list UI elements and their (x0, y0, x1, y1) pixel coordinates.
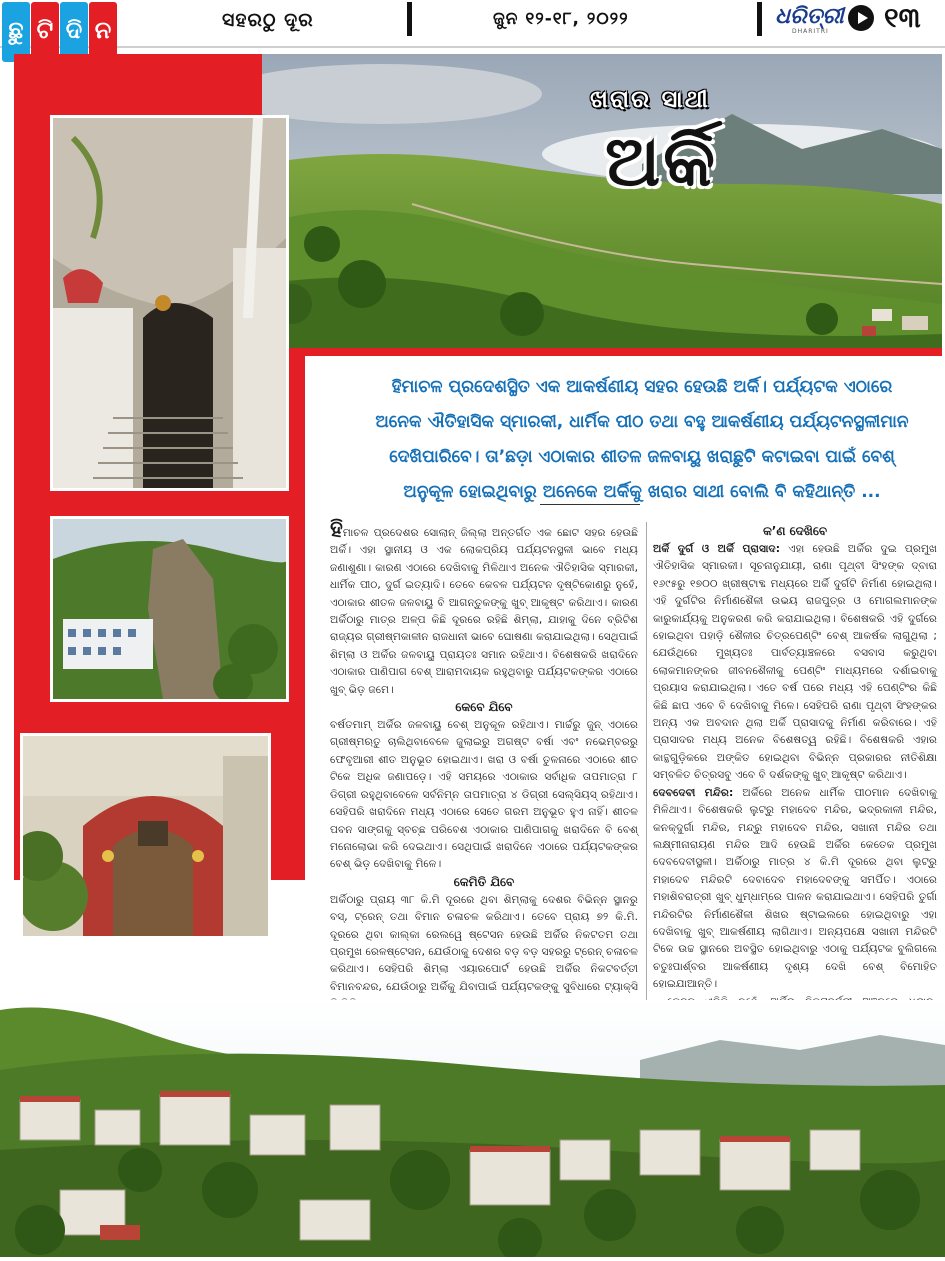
intro-rule (540, 504, 640, 505)
play-icon (848, 5, 874, 31)
paragraph-text: ଅର୍କିରେ ଅନେକ ଧାର୍ମିକ ପୀଠମାନ ଦେଖିବାକୁ ମିଳିଥାଏ। ବିଶେଷକରି ଲୁଟ୍ରୁ ମହାଦେବ ମନ୍ଦିର, ଭଦ୍ରକାଳୀ ମନ୍ଦିର, କନକ୍ଦୁର୍ଗା ମନ୍ଦିର, ମନ୍ଦ୍ରୁ ମହାଦେବ ମନ୍ଦିର, ସଖାନୀ ମନ୍ଦିର ତଥା ଲକ୍ଷ୍ମୀନାରାୟଣ ମନ୍ଦିର ଆଦି ହେଉଛି ଅର୍କିର କେତେକ ପ୍ରମୁଖ ଦେବଦେବୀସ୍ଥଳୀ। ଅର୍କିଠାରୁ ମାତ୍ର ୪ କି.ମି ଦୂରରେ ଥିବା ଲୁଟ୍ରୁ ମହାଦେବ ମନ୍ଦିରଟି ଦେବାଦେବ ମହାଦେବଙ୍କୁ ସମର୍ପିତ। ଏଠାରେ ମହାଶିବରାତ୍ରୀ ଖୁବ୍ ଧୁମ୍ଧାମ୍‌ରେ ପାଳନ କରାଯାଇଥାଏ। ସେହିପରି ତୁର୍ଗା ମନ୍ଦିରଟିର ନିର୍ମାଣଶୈଳୀ ଶିଖର ଷ୍ଟାଇଲରେ ହୋଇଥିବାରୁ ଏହା ଦେଖିବାକୁ ଖୁବ୍ ଆକର୍ଷଣୀୟ ଲାଗିଥାଏ। ଅନ୍ୟପକ୍ଷେ ସଖାନୀ ମନ୍ଦିରଟି ଟିକେ ଉଚ୍ଚ ସ୍ଥାନରେ ଅବସ୍ଥିତ ହୋଇଥିବାରୁ ଏଠାକୁ ପର୍ଯ୍ୟଟକ ବୁଲିଗଲେ ଚତୁଃପାର୍ଶ୍ବର ଆକର୍ଷଣୀୟ ଦୃଶ୍ୟ ଦେଖି ବେଶ୍ ବିମୋହିତ ହୋଇଯାଆନ୍ତି। (653, 785, 937, 991)
page-header (0, 0, 945, 48)
heading-when-to-go: କେବେ ଯିବେ (455, 700, 513, 715)
paragraph-when: ବର୍ଷତମାମ୍ ଅର୍କିର ଜଳବାୟୁ ବେଶ୍ ଅନୁକୂଳ ରହିଥାଏ। ମାର୍ଚ୍ଚରୁ ଜୁନ୍ ଏଠାରେ ଗ୍ରୀଷ୍ମଋତୁ ଚାଲିଥିବାବେଳେ ଜୁଲାଇରୁ ଅଗଷ୍ଟ ବର୍ଷା ଏବଂ ନଭେମ୍ବରରୁ ଫେବୃଆରୀ ଶୀତ ଅନୁଭୂତ ହୋଇଥାଏ। ଖରା ଓ ବର୍ଷା ତୁଳନାରେ ଏଠାରେ ଶୀତ ଟିକେ ଅଧିକ ଜଣାପଡ଼େ। ଏହି ସମୟରେ ଏଠାକାର ସର୍ବାଧିକ ତାପମାତ୍ରା ୮ ଡିଗ୍ରୀ ରହୁଥିବାବେଳେ ସର୍ବନିମ୍ନ ତାପମାତ୍ରା ୪ ଡିଗ୍ରୀ ସେଲ୍ସିୟସ୍ ରହିଥାଏ। ସେହିପରି ଖରାଦିନେ ମଧ୍ୟ ଏଠାରେ ସେତେ ଗରମ ଅନୁଭୂତ ହୁଏ ନାହିଁ। ଶୀତଳ ପବନ ସାଙ୍ଗକୁ ସ୍ବଚ୍ଛ ପରିବେଶ ଏଠାକାର ପାଣିପାଗକୁ ଖରାଦିନେ ବି ବେଶ୍ ମନୋଲୋଭା କରି ଦେଇଥାଏ। ସେଥିପାଇଁ ଖରାଦିନେ ଏଠାରେ ପର୍ଯ୍ୟଟକଙ୍କର ବେଶ୍ ଭିଡ଼ ଦେଖିବାକୁ ମିଳେ। (330, 718, 638, 871)
paragraph-text: ମାଚଳ ପ୍ରଦେଶର ସୋଲାନ୍ ଜିଲ୍ଲା ଅନ୍ତର୍ଗତ ଏକ ଛୋଟ ସହର ହେଉଛି ଅର୍କି। ଏହା ସ୍ଥାନୀୟ ଓ ଏକ ଲୋକପ୍ରିୟ ପର୍ଯ୍ୟଟନସ୍ଥଳୀ ଭାବେ ମଧ୍ୟ ଜଣାଶୁଣା। କାରଣ ଏଠାରେ ଦେଖିବାକୁ ମିଳିଥାଏ ଅନେକ ଐତିହାସିକ ସ୍ମାରକୀ, ଧାର୍ମିକ ପୀଠ, ଦୁର୍ଗ ଇତ୍ୟାଦି। ତେବେ କେବଳ ପର୍ଯ୍ୟଟନ ଦୃଷ୍ଟିକୋଣରୁ ନୁହେଁ, ଏଠାକାର ଶୀତଳ ଜଳବାୟୁ ବି ଆଗନ୍ତୁକଙ୍କୁ ଖୁବ୍ ଆକୃଷ୍ଟ କରିଥାଏ। କାରଣ ଅର୍କିଠାରୁ ମାତ୍ର ଅଳ୍ପ କିଛି ଦୂରରେ ରହିଛି ଶିମ୍ଲା, ଯାହାକୁ ଦିନେ ବ୍ରିଟିଶ ରାଜ୍ୟର ଗ୍ରୀଷ୍ମକାଳୀନ ରାଜଧାନୀ ଭାବେ ଘୋଷଣା କରାଯାଇଥିଲା। ସେଥିପାଇଁ ଶିମ୍ଲା ଓ ଅର୍କିର ଜଳବାୟୁ ପ୍ରାୟତଃ ସମାନ ରହିଥାଏ। ବିଶେଷକରି ଖରାଦିନେ ଏଠାକାର ପାଣିପାଗ ବେଶ୍ ଆରାମଦାୟକ ରହୁଥିବାରୁ ପର୍ଯ୍ୟଟକଙ୍କର ଏଠାରେ ଖୁବ୍ ଭିଡ଼ ଜମେ। (330, 526, 638, 696)
logo-letter: ଟି (31, 2, 59, 62)
subheading-temples: ଦେବଦେବୀ ମନ୍ଦିର: (653, 785, 734, 799)
header-divider (407, 2, 412, 36)
article-title: ଅର୍କି (605, 120, 718, 202)
paragraph-text: ଏହା ହେଉଛି ଅର୍କିର ଦୁଇ ପ୍ରମୁଖ ଐତିହାସିକ ସ୍ମାରକୀ। ସୂଚନାନୁଯାୟୀ, ରାଣା ପୃଥ୍ବୀ ସିଂହଙ୍କ ଦ୍ବାରା ୧୬୯୫ରୁ ୧୭୦୦ ଖ୍ରୀଷ୍ଟାବ୍ଦ ମଧ୍ୟରେ ଅର୍କି ଦୁର୍ଗଟି ନିର୍ମାଣ ହୋଇଥିଲା। ଏହି ଦୁର୍ଗଟିର ନିର୍ମାଣଶୈଳୀ ଉଭୟ ରାଜପୁତ୍ର ଓ ମୋଗଲମାନଙ୍କ କାରୁକାର୍ଯ୍ୟକୁ ଅନୁକରଣ କରି କରାଯାଇଥିଲା। ବିଶେଷକରି ଏହି ଦୁର୍ଗରେ ହୋଇଥିବା ପହାଡ଼ି ଶୈଳୀର ଚିତ୍ରପେଣ୍ଟିଂ ବେଶ୍ ଆକର୍ଷକ ଲାଗୁଥିଲା ; ଯେଉଁଥିରେ ମୁଖ୍ୟତଃ ପାର୍ବତ୍ୟାଞ୍ଚଳରେ ବସବାସ କରୁଥିବା ଲୋକମାନଙ୍କର ଜୀବନଶୈଳୀକୁ ପେଣ୍ଟିଂ ମାଧ୍ୟମରେ ଦର୍ଶାଇବାକୁ ପ୍ରୟାସ କରାଯାଇଥିଲା। ଏତେ ବର୍ଷ ପରେ ମଧ୍ୟ ଏହି ପେଣ୍ଟିଂର କିଛି କିଛି ଛାପ ଏବେ ବି ଦେଖିବାକୁ ମିଳେ। ସେହିପରି ରାଣା ପୃଥ୍ବୀ ସିଂହଙ୍କର ଅନ୍ୟ ଏକ ଅବଦାନ ଥିଲା ଅର୍କି ପ୍ରାସାଦକୁ ନିର୍ମାଣ କରିବାରେ। ଏହି ପ୍ରାସାଦର ମଧ୍ୟ ଅନେକ ବିଶେଷତ୍ୱ ରହିଛି। ବିଶେଷକରି ଏହାର କାନ୍ଥଗୁଡ଼ିକରେ ଅଙ୍କିତ ହୋଇଥିବା ବିଭିନ୍ନ ପ୍ରକାରର ନୀତିଶିକ୍ଷା ସମ୍ବଳିତ ଚିତ୍ରସବୁ ଏବେ ବି ଦର୍ଶକଙ୍କୁ ଖୁବ୍ ଆକୃଷ୍ଟ କରିଥାଏ। (653, 542, 937, 782)
heading-how-to-go: କେମିତି ଯିବେ (453, 874, 515, 889)
article-intro: ହିମାଚଳ ପ୍ରଦେଶସ୍ଥିତ ଏକ ଆକର୍ଷଣୀୟ ସହର ହେଉଛି ଅର୍କି। ପର୍ଯ୍ୟଟକ ଏଠାରେ ଅନେକ ଐତିହାସିକ ସ୍ମାରକୀ, ଧାର୍ମିକ ପୀଠ ତଥା ବହୁ ଆକର୍ଷଣୀୟ ପର୍ଯ୍ୟଟନସ୍ଥଳୀମାନ ଦେଖିପାରିବେ। ତା’ଛଡ଼ା ଏଠାକାର ଶୀତଳ ଜଳବାୟୁ ଖରାଛୁଟି କଟାଇବା ପାଇଁ ବେଶ୍ ଅନୁକୂଳ ହୋଇଥିବାରୁ ଅନେକେ ଅର୍କିକୁ ଖରାର ସାଥୀ ବୋଲି ବି କହିଥାନ୍ତି ... (375, 377, 909, 502)
logo-letter: ଦି (60, 2, 88, 62)
paragraph-intro (330, 517, 638, 698)
article-column-right (653, 522, 937, 1062)
section-name: ସହରଠୁ ଦୂର (222, 9, 314, 31)
newspaper-brand: ଧରିତ୍ରୀ (775, 4, 844, 29)
header-divider (757, 2, 762, 36)
paragraph-temples (653, 784, 937, 993)
heading-what-to-see: କ’ଣ ଦେଖିବେ (762, 524, 828, 538)
old-palace-photo (20, 733, 271, 939)
logo-letter: ନ (89, 2, 117, 62)
article-kicker: ଖରାର ସାଥୀ (590, 85, 710, 113)
paragraph-how: ଅର୍କିଠାରୁ ପ୍ରାୟ ୩୮ କି.ମି ଦୂରରେ ଥିବା ଶିମ୍ଲାକୁ ଦେଶର ବିଭିନ୍ନ ସ୍ଥାନରୁ ବସ୍, ଟ୍ରେନ୍ ତଥା ବିମାନ ଚଳାଚଳ କରିଥାଏ। ତେବେ ପ୍ରାୟ ୭୨ କି.ମି. ଦୂରରେ ଥିବା କାଲ୍କା ରେଲୱେ ଷ୍ଟେସନ ହେଉଛି ଅର୍କିର ନିକଟତମ ତଥା ପ୍ରମୁଖ ରେଳଷ୍ଟେସନ, ଯେଉଁଠାକୁ ଦେଶର ବଡ଼ ବଡ଼ ସହରରୁ ଟ୍ରେନ୍ ଚଳାଚଳ କରିଥାଏ। ସେହିପରି ଶିମ୍ଲା ଏୟାରପୋର୍ଟ ହେଉଛି ଅର୍କିର ନିକଟବର୍ତ୍ତୀ ବିମାନବନ୍ଦର, ଯେଉଁଠାରୁ ଅର୍କିକୁ ଯିବାପାଇଁ ପର୍ଯ୍ୟଟକଙ୍କୁ ସୁବିଧାରେ ଟ୍ୟାକ୍ସି (330, 892, 638, 993)
cave-temple-photo (50, 115, 289, 491)
town-panorama-photo (0, 1000, 945, 1257)
page-number: ୧୩ (884, 1, 921, 34)
hill-village-photo (50, 516, 289, 702)
subheading-fort: ଅର୍କି ଦୁର୍ଗ ଓ ଅର୍କି ପ୍ରାସାଦ: (653, 542, 781, 555)
issue-date: ଜୁନ ୧୨-୧୮, ୨୦୨୨ (493, 9, 629, 29)
drop-cap: ହି (330, 517, 343, 542)
column-divider (646, 522, 647, 1044)
logo-letter: ଛୁ (2, 2, 30, 62)
brand-subtitle: DHARITRI (792, 28, 829, 35)
paragraph-fort (653, 540, 937, 784)
article-column-left (330, 517, 638, 1013)
section-logo (2, 2, 118, 62)
